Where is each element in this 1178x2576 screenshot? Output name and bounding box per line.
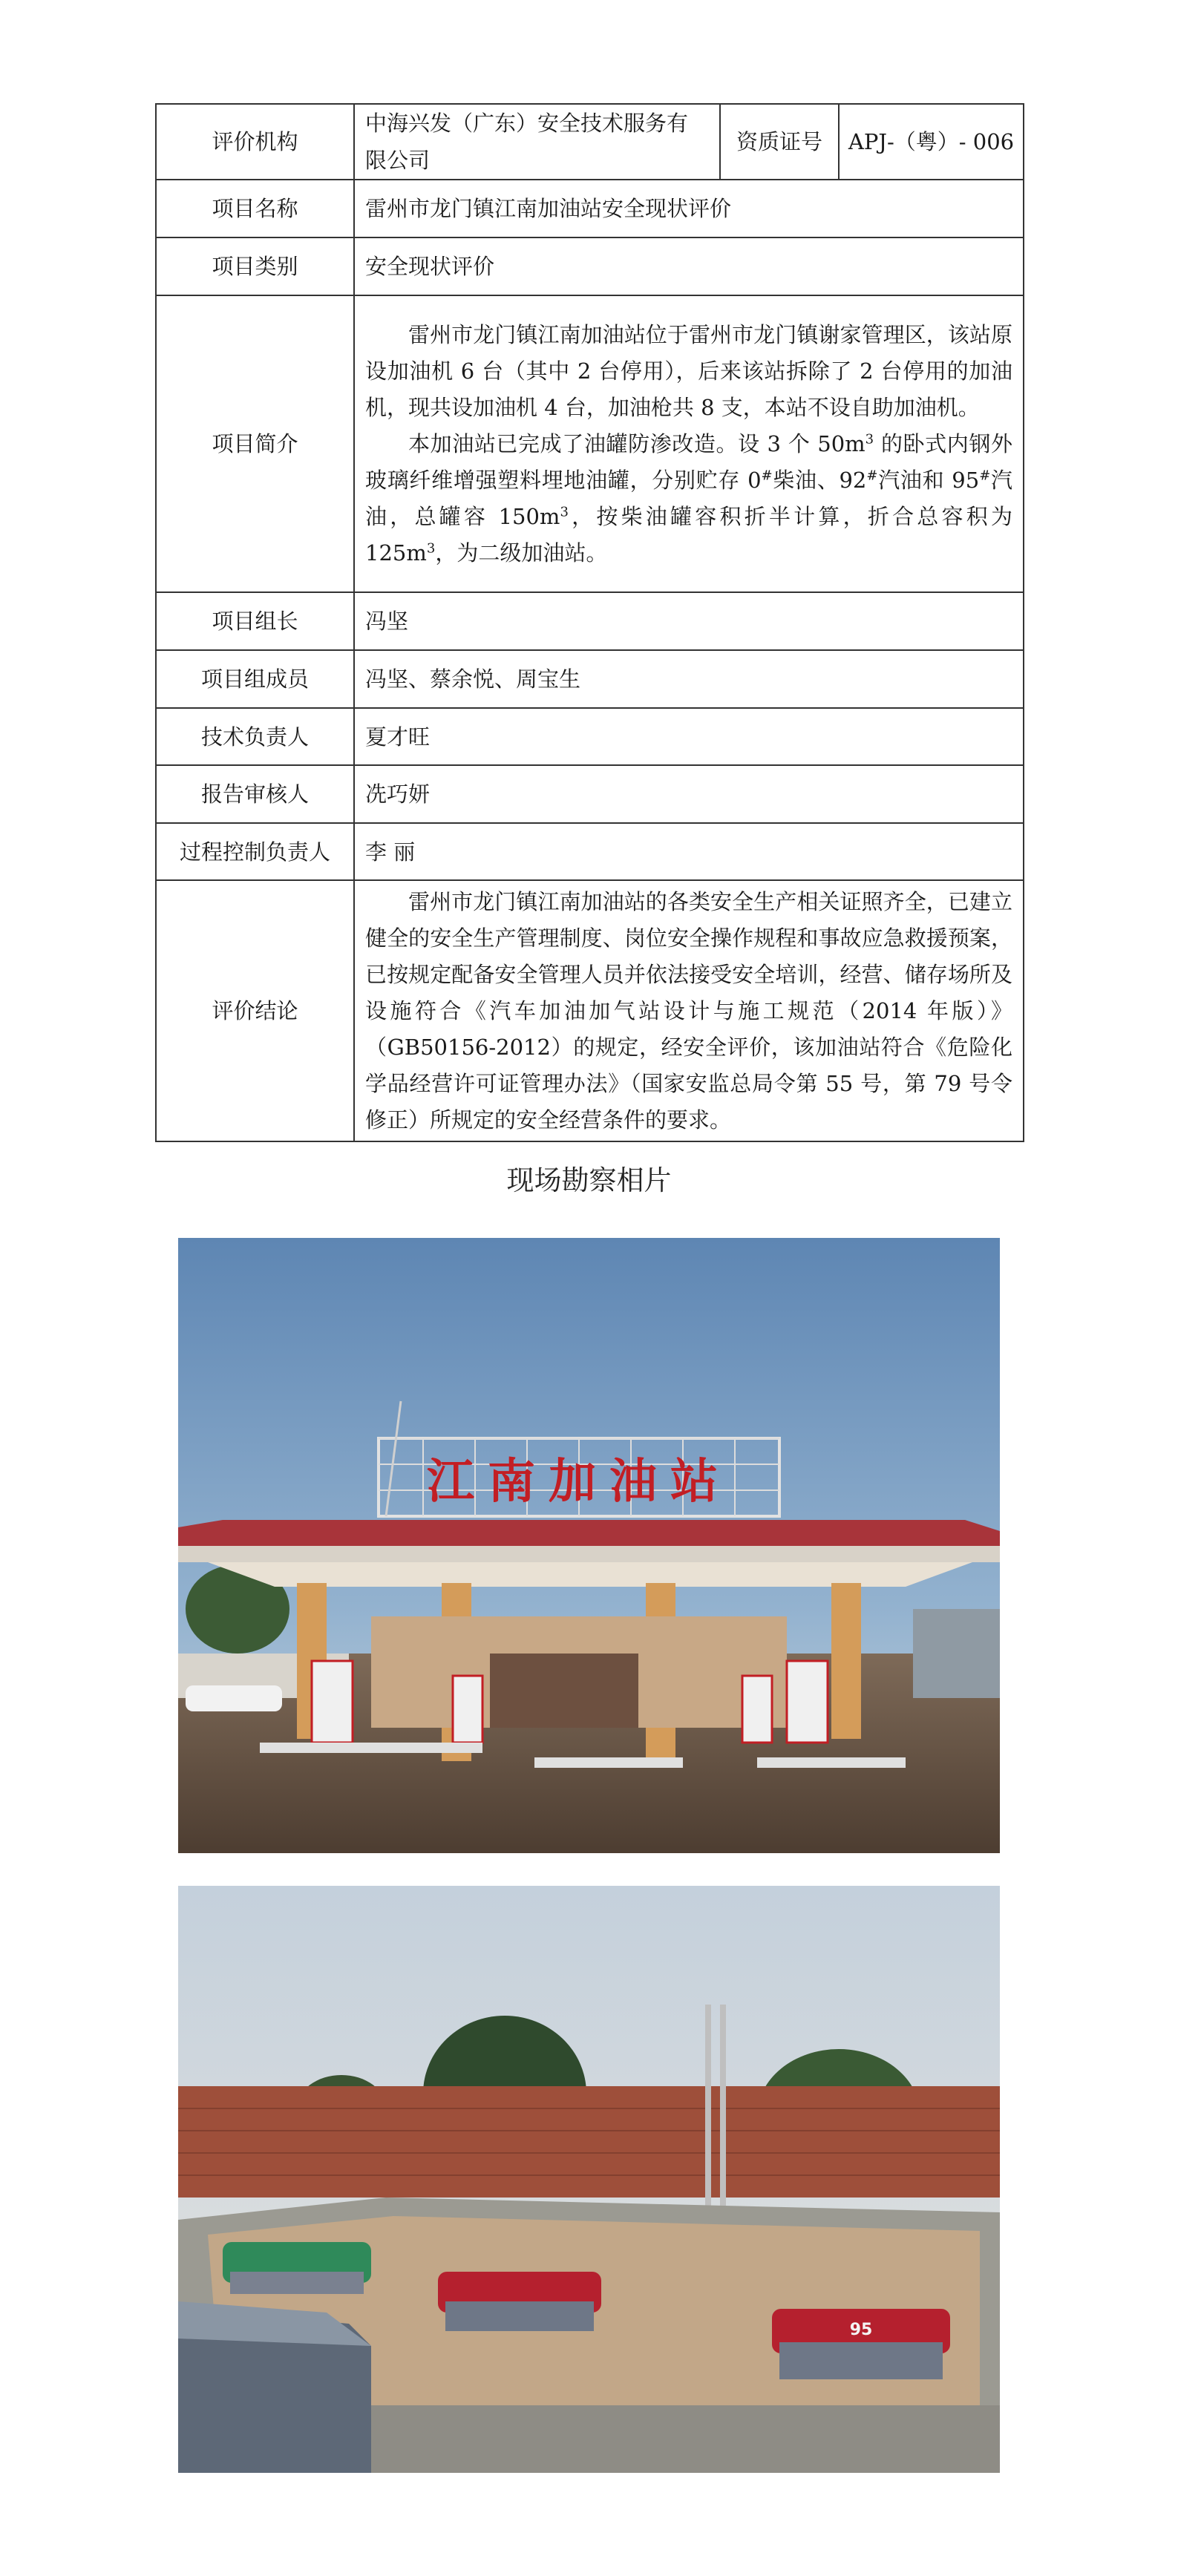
photo-section-title: 现场勘察相片 <box>506 1164 672 1196</box>
table-row <box>156 295 1024 592</box>
process-label: 过程控制负责人 <box>156 823 354 880</box>
members-label: 项目组成员 <box>156 650 354 708</box>
project-type-value: 安全现状评价 <box>354 237 1024 295</box>
process-value: 李 丽 <box>354 823 1024 880</box>
sign-text: 江南加油站 <box>427 1454 731 1510</box>
intro-label: 项目简介 <box>156 295 354 592</box>
project-name-value: 雷州市龙门镇江南加油站安全现状评价 <box>354 180 1024 237</box>
conclusion-paragraph: 雷州市龙门镇江南加油站的各类安全生产相关证照齐全，已建立健全的安全生产管理制度、岗位安全操作规程和事故应急救援预案，已按规定配备安全管理人员并依法接受安全培训，经营、储存场所及设施符合《汽车加油加气站设计与施工规范（2014 年版）》（GB50156-2012）的规定，经安全评价，该加油站符合《危险化学品经营许可证管理办法》（国家安监总局令第 55 号，第 79 号令修正）所规定的安全经营条件的要求。 <box>365 888 1012 1133</box>
leader-value: 冯坚 <box>354 592 1024 650</box>
table-row <box>156 650 1024 708</box>
table-row <box>156 823 1024 880</box>
table-row <box>156 180 1024 237</box>
table-row <box>156 708 1024 765</box>
project-type-label: 项目类别 <box>156 237 354 295</box>
members-value: 冯坚、蔡余悦、周宝生 <box>354 650 1024 708</box>
review-value: 冼巧妍 <box>354 765 1024 823</box>
project-name-label: 项目名称 <box>156 180 354 237</box>
table-row <box>156 592 1024 650</box>
tank-label: 95 <box>849 2321 873 2339</box>
intro-paragraph-1: 雷州市龙门镇江南加油站位于雷州市龙门镇谢家管理区，该站原设加油机 6 台（其中 2 台停用），后来该站拆除了 2 台停用的加油机，现共设加油机 4 台，加油枪共 8 支，本站不设自助加油机。 <box>365 321 1012 420</box>
leader-label: 项目组长 <box>156 592 354 650</box>
intro-paragraph-2: 本加油站已完成了油罐防渗改造。设 3 个 $50m^3$ 的卧式内钢外玻璃纤维增强塑料埋地油罐，分别贮存 0#柴油、92#汽油和 95#汽油，总罐容 $150m^3$，按柴油罐容积折半计算，折合总容积为 $125m^3$，为二级加油站。 <box>365 430 1012 566</box>
org-label: 评价机构 <box>156 104 354 180</box>
intro-value <box>354 295 1024 592</box>
conclusion-label: 评价结论 <box>156 880 354 1141</box>
evaluation-info-table <box>155 103 1024 1142</box>
gas-station-photo <box>178 1238 1000 1853</box>
conclusion-value <box>354 880 1024 1141</box>
cert-label: 资质证号 <box>720 104 839 180</box>
table-row <box>156 880 1024 1141</box>
tech-value: 夏才旺 <box>354 708 1024 765</box>
cert-value: APJ-（粤）- 006 <box>839 104 1024 180</box>
table-row <box>156 765 1024 823</box>
table-row <box>156 104 1024 180</box>
org-value: 中海兴发（广东）安全技术服务有限公司 <box>354 104 720 180</box>
tech-label: 技术负责人 <box>156 708 354 765</box>
tank-area-photo <box>178 1886 1000 2473</box>
table-row <box>156 237 1024 295</box>
review-label: 报告审核人 <box>156 765 354 823</box>
